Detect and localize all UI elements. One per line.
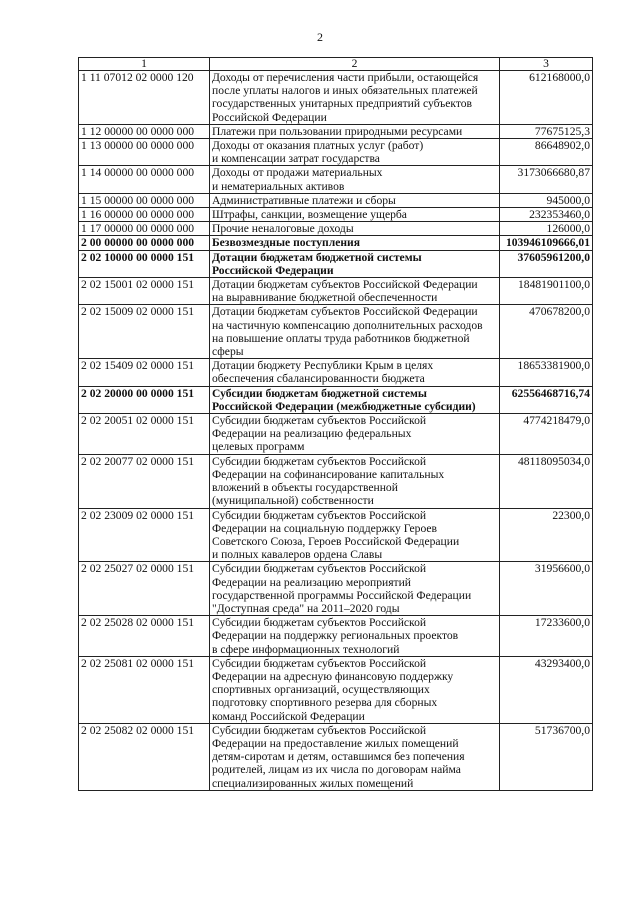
row-amount-cell: 470678200,0 bbox=[500, 305, 593, 359]
table-row bbox=[79, 193, 593, 207]
row-description-cell: Платежи при пользовании природными ресурсами bbox=[210, 124, 500, 138]
column-number-amount: 3 bbox=[500, 58, 593, 71]
table-row bbox=[79, 386, 593, 413]
row-code-cell: 2 02 23009 02 0000 151 bbox=[79, 508, 210, 562]
row-description-cell: Субсидии бюджетам субъектов Российской Федерации на адресную финансовую поддержку спортивных организаций, осуществляющих подготовку спортивного резерва для сборных команд Российской Федерации bbox=[210, 656, 500, 723]
table-row bbox=[79, 278, 593, 305]
row-amount-cell: 31956600,0 bbox=[500, 562, 593, 616]
row-description-cell: Субсидии бюджетам бюджетной системы Российской Федерации (межбюджетные субсидии) bbox=[210, 386, 500, 413]
table-row bbox=[79, 656, 593, 723]
row-amount-cell: 43293400,0 bbox=[500, 656, 593, 723]
table-row bbox=[79, 71, 593, 125]
row-code-cell: 2 02 15409 02 0000 151 bbox=[79, 359, 210, 386]
row-code-cell: 1 12 00000 00 0000 000 bbox=[79, 124, 210, 138]
table-row bbox=[79, 723, 593, 790]
table-row bbox=[79, 616, 593, 657]
table-row bbox=[79, 208, 593, 222]
table-row bbox=[79, 508, 593, 562]
table-row bbox=[79, 250, 593, 277]
row-amount-cell: 62556468716,74 bbox=[500, 386, 593, 413]
row-code-cell: 2 02 25028 02 0000 151 bbox=[79, 616, 210, 657]
row-code-cell: 2 02 15009 02 0000 151 bbox=[79, 305, 210, 359]
table-row bbox=[79, 562, 593, 616]
row-amount-cell: 945000,0 bbox=[500, 193, 593, 207]
row-description-cell: Дотации бюджетам субъектов Российской Федерации на частичную компенсацию дополнительных расходов на повышение оплаты труда работников бюджетной сферы bbox=[210, 305, 500, 359]
row-amount-cell: 18481901100,0 bbox=[500, 278, 593, 305]
row-amount-cell: 37605961200,0 bbox=[500, 250, 593, 277]
row-description-cell: Субсидии бюджетам субъектов Российской Федерации на реализацию федеральных целевых программ bbox=[210, 414, 500, 455]
row-amount-cell: 86648902,0 bbox=[500, 139, 593, 166]
row-amount-cell: 48118095034,0 bbox=[500, 454, 593, 508]
table-row bbox=[79, 236, 593, 250]
budget-revenue-table bbox=[78, 57, 593, 791]
row-code-cell: 1 15 00000 00 0000 000 bbox=[79, 193, 210, 207]
row-code-cell: 2 02 25082 02 0000 151 bbox=[79, 723, 210, 790]
row-description-cell: Доходы от оказания платных услуг (работ) и компенсации затрат государства bbox=[210, 139, 500, 166]
row-description-cell: Административные платежи и сборы bbox=[210, 193, 500, 207]
row-amount-cell: 103946109666,01 bbox=[500, 236, 593, 250]
row-code-cell: 1 16 00000 00 0000 000 bbox=[79, 208, 210, 222]
row-code-cell: 2 00 00000 00 0000 000 bbox=[79, 236, 210, 250]
row-code-cell: 2 02 20051 02 0000 151 bbox=[79, 414, 210, 455]
row-amount-cell: 232353460,0 bbox=[500, 208, 593, 222]
row-amount-cell: 51736700,0 bbox=[500, 723, 593, 790]
row-description-cell: Штрафы, санкции, возмещение ущерба bbox=[210, 208, 500, 222]
row-amount-cell: 22300,0 bbox=[500, 508, 593, 562]
table-row bbox=[79, 414, 593, 455]
row-description-cell: Дотации бюджетам бюджетной системы Российской Федерации bbox=[210, 250, 500, 277]
row-amount-cell: 18653381900,0 bbox=[500, 359, 593, 386]
row-code-cell: 1 13 00000 00 0000 000 bbox=[79, 139, 210, 166]
page-number: 2 bbox=[317, 30, 323, 44]
column-number-description: 2 bbox=[210, 58, 500, 71]
row-amount-cell: 77675125,3 bbox=[500, 124, 593, 138]
row-code-cell: 1 17 00000 00 0000 000 bbox=[79, 222, 210, 236]
row-code-cell: 2 02 20000 00 0000 151 bbox=[79, 386, 210, 413]
column-number-code: 1 bbox=[79, 58, 210, 71]
row-description-cell: Субсидии бюджетам субъектов Российской Федерации на реализацию мероприятий государственной программы Российской Федерации "Доступная среда" на 2011–2020 годы bbox=[210, 562, 500, 616]
row-amount-cell: 612168000,0 bbox=[500, 71, 593, 125]
table-row bbox=[79, 222, 593, 236]
table-row bbox=[79, 454, 593, 508]
row-description-cell: Субсидии бюджетам субъектов Российской Федерации на предоставление жилых помещений детям-сиротам и детям, оставшимся без попечения родителей, лицам из их числа по договорам найма специализированных жилых помещений bbox=[210, 723, 500, 790]
row-amount-cell: 4774218479,0 bbox=[500, 414, 593, 455]
row-description-cell: Дотации бюджету Республики Крым в целях обеспечения сбалансированности бюджета bbox=[210, 359, 500, 386]
row-code-cell: 2 02 25027 02 0000 151 bbox=[79, 562, 210, 616]
table-row bbox=[79, 305, 593, 359]
row-amount-cell: 126000,0 bbox=[500, 222, 593, 236]
row-description-cell: Дотации бюджетам субъектов Российской Федерации на выравнивание бюджетной обеспеченности bbox=[210, 278, 500, 305]
row-code-cell: 2 02 25081 02 0000 151 bbox=[79, 656, 210, 723]
row-amount-cell: 3173066680,87 bbox=[500, 166, 593, 193]
column-number-row bbox=[79, 58, 593, 71]
row-code-cell: 2 02 10000 00 0000 151 bbox=[79, 250, 210, 277]
row-description-cell: Субсидии бюджетам субъектов Российской Федерации на софинансирование капитальных вложений в объекты государственной (муниципальной) собственности bbox=[210, 454, 500, 508]
row-description-cell: Безвозмездные поступления bbox=[210, 236, 500, 250]
row-description-cell: Прочие неналоговые доходы bbox=[210, 222, 500, 236]
table-row bbox=[79, 124, 593, 138]
row-amount-cell: 17233600,0 bbox=[500, 616, 593, 657]
table-row bbox=[79, 139, 593, 166]
row-description-cell: Доходы от продажи материальных и нематериальных активов bbox=[210, 166, 500, 193]
row-code-cell: 2 02 15001 02 0000 151 bbox=[79, 278, 210, 305]
row-code-cell: 1 14 00000 00 0000 000 bbox=[79, 166, 210, 193]
table-body bbox=[79, 58, 593, 791]
row-description-cell: Субсидии бюджетам субъектов Российской Федерации на поддержку региональных проектов в сфере информационных технологий bbox=[210, 616, 500, 657]
table-row bbox=[79, 359, 593, 386]
row-description-cell: Субсидии бюджетам субъектов Российской Федерации на социальную поддержку Героев Советского Союза, Героев Российской Федерации и полных кавалеров ордена Славы bbox=[210, 508, 500, 562]
row-code-cell: 1 11 07012 02 0000 120 bbox=[79, 71, 210, 125]
table-row bbox=[79, 166, 593, 193]
row-description-cell: Доходы от перечисления части прибыли, остающейся после уплаты налогов и иных обязательных платежей государственных унитарных предприятий субъектов Российской Федерации bbox=[210, 71, 500, 125]
row-code-cell: 2 02 20077 02 0000 151 bbox=[79, 454, 210, 508]
